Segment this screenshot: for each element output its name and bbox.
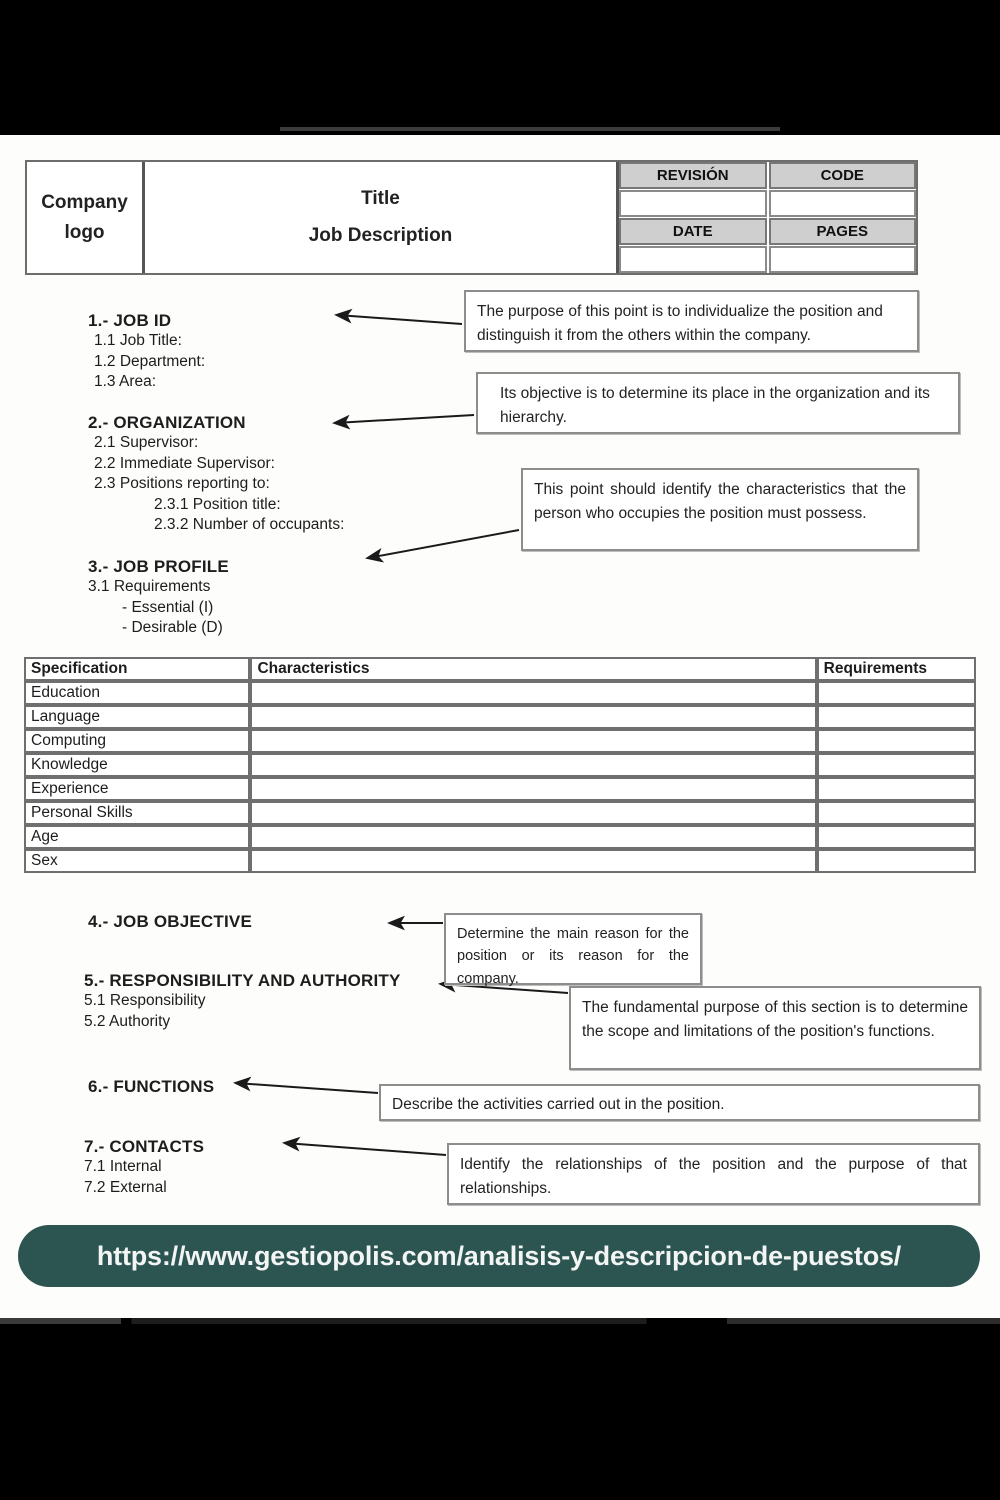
table-row [24, 729, 976, 753]
arrow-to-contacts [285, 1143, 446, 1155]
cell-requirements[interactable] [817, 753, 976, 777]
section-organization-heading: 2.- ORGANIZATION [88, 413, 246, 432]
cell-requirements[interactable] [817, 825, 976, 849]
cell-requirements[interactable] [817, 777, 976, 801]
table-header-row [24, 657, 976, 681]
cell-characteristics[interactable] [250, 777, 816, 801]
cell-requirements[interactable] [817, 801, 976, 825]
job-id-line-2: 1.2 Department: [94, 352, 206, 370]
cell-characteristics[interactable] [250, 849, 816, 873]
code-label: CODE [769, 162, 917, 189]
cell-specification: Experience [24, 777, 250, 801]
cell-specification: Language [24, 705, 250, 729]
organization-line-1: 2.1 Supervisor: [94, 434, 199, 451]
source-url-banner[interactable] [18, 1225, 980, 1287]
cell-characteristics[interactable] [250, 825, 816, 849]
section-functions-heading: 6.- FUNCTIONS [88, 1077, 215, 1096]
cell-characteristics[interactable] [250, 753, 816, 777]
job-profile-subline-1: - Essential (I) [122, 598, 214, 616]
title-label: Title [361, 188, 400, 209]
specification-table [24, 657, 976, 873]
cell-characteristics[interactable] [250, 801, 816, 825]
responsibility-line-1: 5.1 Responsibility [84, 992, 206, 1009]
cell-requirements[interactable] [817, 849, 976, 873]
cell-specification: Age [24, 825, 250, 849]
callout-job-id: The purpose of this point is to individualize the position and distinguish it from the others within the company. [464, 290, 919, 352]
column-header-characteristics: Characteristics [250, 657, 816, 681]
source-url-text: https://www.gestiopolis.com/analisis-y-descripcion-de-puestos/ [96, 1240, 902, 1271]
title-value: Job Description [308, 225, 453, 246]
cell-characteristics[interactable] [250, 705, 816, 729]
callout-functions: Describe the activities carried out in the position. [379, 1084, 980, 1121]
callout-job-objective: Determine the main reason for the position or its reason for the company. [444, 913, 702, 985]
callout-responsibility: The fundamental purpose of this section is to determine the scope and limitations of the position's functions. [569, 986, 981, 1070]
table-row [24, 753, 976, 777]
cell-specification: Computing [24, 729, 250, 753]
company-logo-line2: logo [64, 221, 105, 243]
section-contacts-heading: 7.- CONTACTS [84, 1137, 205, 1156]
arrow-to-organization [335, 415, 474, 423]
pages-label: PAGES [769, 218, 917, 245]
company-logo-line1: Company [41, 192, 128, 214]
top-letterbox-bar [0, 0, 1000, 135]
job-profile-line-1: 3.1 Requirements [88, 578, 211, 595]
section-job-objective-heading: 4.- JOB OBJECTIVE [88, 912, 252, 931]
date-label: DATE [619, 218, 767, 245]
bottom-letterbox-bar [0, 1318, 1000, 1500]
organization-subline-2: 2.3.2 Number of occupants: [154, 516, 345, 534]
cell-specification: Personal Skills [24, 801, 250, 825]
section-job-profile [88, 557, 229, 639]
cell-requirements[interactable] [817, 705, 976, 729]
document-header-table [25, 160, 918, 275]
callout-job-profile: This point should identify the characteristics that the person who occupies the position must possess. [521, 468, 919, 551]
table-row [24, 825, 976, 849]
cell-specification: Education [24, 681, 250, 705]
organization-line-3: 2.3 Positions reporting to: [94, 475, 270, 493]
table-row [24, 801, 976, 825]
section-job-objective [88, 912, 252, 932]
section-functions [88, 1077, 214, 1097]
pages-value[interactable] [769, 246, 917, 273]
cell-characteristics[interactable] [250, 681, 816, 705]
organization-line-2: 2.2 Immediate Supervisor: [94, 454, 275, 472]
arrow-to-functions [236, 1083, 378, 1093]
cell-specification: Sex [24, 849, 250, 873]
revision-value[interactable] [619, 190, 767, 217]
job-profile-subline-2: - Desirable (D) [122, 619, 223, 637]
table-row [24, 849, 976, 873]
company-logo-cell [27, 162, 145, 273]
document-page [0, 135, 1000, 1318]
section-organization [88, 413, 344, 536]
table-row [24, 681, 976, 705]
arrow-to-job-id [337, 315, 462, 324]
column-header-requirements: Requirements [817, 657, 976, 681]
section-responsibility-authority [84, 971, 401, 1032]
code-value[interactable] [769, 190, 917, 217]
responsibility-line-2: 5.2 Authority [84, 1012, 171, 1030]
callout-organization: Its objective is to determine its place in the organization and its hierarchy. [476, 372, 960, 434]
revision-label: REVISIÓN [619, 162, 767, 189]
contacts-line-2: 7.2 External [84, 1178, 167, 1196]
date-value[interactable] [619, 246, 767, 273]
cell-requirements[interactable] [817, 729, 976, 753]
contacts-line-1: 7.1 Internal [84, 1158, 162, 1175]
section-contacts [84, 1137, 204, 1198]
section-responsibility-heading: 5.- RESPONSIBILITY AND AUTHORITY [84, 971, 401, 990]
document-title-cell [145, 162, 619, 273]
cell-characteristics[interactable] [250, 729, 816, 753]
column-header-specification: Specification [24, 657, 250, 681]
job-id-line-3: 1.3 Area: [94, 373, 157, 391]
organization-subline-1: 2.3.1 Position title: [154, 495, 281, 513]
cell-requirements[interactable] [817, 681, 976, 705]
section-job-profile-heading: 3.- JOB PROFILE [88, 557, 229, 576]
table-row [24, 777, 976, 801]
section-job-id-heading: 1.- JOB ID [88, 311, 172, 330]
cell-specification: Knowledge [24, 753, 250, 777]
callout-contacts: Identify the relationships of the position and the purpose of that relationships. [447, 1143, 980, 1205]
header-meta-grid [619, 162, 916, 273]
job-id-line-1: 1.1 Job Title: [94, 332, 182, 349]
section-job-id [88, 311, 205, 393]
table-row [24, 705, 976, 729]
arrow-to-job-profile [368, 530, 519, 558]
